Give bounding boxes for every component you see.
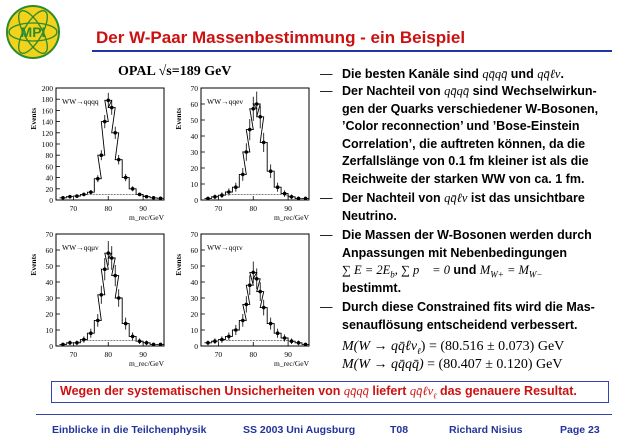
math-qqlv: qq̄ℓν <box>409 384 434 398</box>
data-point <box>258 115 262 119</box>
data-point <box>220 193 224 197</box>
data-point <box>159 343 163 347</box>
bullet-text: Zerfallslänge von 0.1 fm kleiner ist als die <box>342 154 589 168</box>
y-axis-label: Events <box>29 254 38 276</box>
data-point <box>131 335 135 339</box>
x-tick-label: 90 <box>284 204 292 213</box>
data-point <box>304 197 308 201</box>
data-point <box>117 158 121 162</box>
x-axis-label: m_rec/GeV <box>129 213 164 222</box>
math-qqqq: qq̄qq̄ <box>482 67 508 81</box>
mc-histogram <box>205 104 310 198</box>
result-rhs: ) = (80.516 ± 0.073) GeV <box>420 339 565 354</box>
x-tick-label: 70 <box>214 350 223 359</box>
channel-label: WW→qqμν <box>62 243 99 252</box>
y-tick-label: 160 <box>41 106 53 116</box>
x-axis-label: m_rec/GeV <box>274 359 309 368</box>
data-point <box>89 190 93 194</box>
logo-text: MPI <box>20 24 46 40</box>
x-tick-label: 90 <box>139 204 147 213</box>
histogram-panels <box>0 0 320 380</box>
data-point <box>262 306 266 310</box>
x-tick-label: 70 <box>214 204 223 213</box>
mc-histogram <box>60 100 165 198</box>
x-tick-label: 80 <box>249 350 258 359</box>
data-point <box>258 290 262 294</box>
x-tick-label: 70 <box>69 204 78 213</box>
y-tick-label: 60 <box>190 100 198 109</box>
bullet-text: Reichweite der starken WW von ca. 1 fm. <box>342 171 585 186</box>
data-point <box>227 190 231 194</box>
y-tick-label: 40 <box>190 132 198 141</box>
data-point <box>251 271 255 275</box>
opal-label: OPAL √s=189 GeV <box>118 64 232 79</box>
y-axis-label: Events <box>174 254 183 276</box>
bullet-text: und <box>449 263 480 277</box>
data-point <box>244 303 248 307</box>
data-point <box>103 267 107 271</box>
data-point <box>276 185 280 189</box>
data-point <box>99 293 103 297</box>
bullet-text: ist das unsichtbare <box>467 191 585 205</box>
bullet-text: Der Nachteil von <box>342 84 445 98</box>
math-momentum-constraint: , ∑ p⃗ = 0 <box>394 263 450 277</box>
data-point <box>206 197 210 201</box>
y-tick-label: 60 <box>45 246 53 255</box>
data-point <box>75 194 79 198</box>
math-mass-constraint: = M <box>503 263 529 277</box>
data-point <box>269 169 273 173</box>
y-tick-label: 10 <box>45 326 53 335</box>
data-point <box>297 197 301 201</box>
conclusion-text: das genauere Resultat. <box>436 384 577 398</box>
data-point <box>206 341 210 345</box>
data-point <box>145 341 149 345</box>
y-tick-label: 20 <box>45 310 53 319</box>
y-tick-label: 10 <box>190 326 198 335</box>
y-tick-label: 30 <box>190 294 198 303</box>
y-tick-label: 30 <box>190 148 198 157</box>
data-point <box>124 322 128 326</box>
math-energy-constraint: ∑ E = 2E <box>342 263 391 277</box>
data-point <box>244 150 248 154</box>
data-point <box>234 328 238 332</box>
x-tick-label: 80 <box>104 350 113 359</box>
y-tick-label: 0 <box>49 342 53 351</box>
data-point <box>290 339 294 343</box>
math-mass-constraint: M <box>479 263 491 277</box>
result-qqlv <box>342 339 564 356</box>
bullet-text: gen der Quarks verschiedener W-Bosonen, <box>342 101 599 116</box>
footer-code: T08 <box>390 424 409 436</box>
data-point <box>290 195 294 199</box>
bullet-text: sind Wechselwirkun- <box>469 84 597 98</box>
data-point <box>138 339 142 343</box>
data-point <box>255 277 259 281</box>
y-tick-label: 20 <box>45 184 53 194</box>
data-point <box>262 141 266 145</box>
bullet-text: bestimmt. <box>342 280 402 295</box>
data-point <box>96 319 100 323</box>
bullet-text: . <box>560 67 564 81</box>
footer-page: Page 23 <box>560 424 600 436</box>
y-tick-label: 0 <box>194 342 198 351</box>
math-sub: ℓ <box>417 345 421 356</box>
footer-term: SS 2003 Uni Augsburg <box>243 424 356 436</box>
y-tick-label: 80 <box>45 151 53 161</box>
conclusion-text: liefert <box>368 384 410 398</box>
data-point <box>227 335 231 339</box>
data-point <box>255 102 259 106</box>
bullet-text: Die Massen der W-Bosonen werden durch <box>342 228 592 242</box>
data-point <box>106 251 110 255</box>
page-title: Der W-Paar Massenbestimmung - ein Beispiel <box>96 28 466 47</box>
data-point <box>110 106 114 110</box>
data-point <box>283 192 287 196</box>
y-tick-label: 70 <box>190 84 198 93</box>
channel-label: WW→qqτν <box>207 243 243 252</box>
data-point <box>251 107 255 111</box>
y-tick-label: 60 <box>45 162 53 172</box>
y-tick-label: 40 <box>45 173 53 183</box>
conclusion-text: Wegen der systematischen Unsicherheiten von <box>60 384 344 398</box>
y-tick-label: 40 <box>45 278 53 287</box>
data-point <box>106 99 110 103</box>
bullet-text: senauflösung entscheidend verbessert. <box>342 317 578 332</box>
bullet-dash: — <box>320 300 333 314</box>
y-axis-label: Events <box>29 108 38 130</box>
math-sub: W+ <box>490 269 504 280</box>
data-point <box>213 339 217 343</box>
bullet-text: Neutrino. <box>342 208 397 223</box>
data-point <box>82 338 86 342</box>
data-point <box>248 128 252 132</box>
bullet-text: und <box>507 67 538 81</box>
data-point <box>283 336 287 340</box>
bullet-text: Correlation’, die auftreten können, da die <box>342 136 586 151</box>
math-qqlv: qq̄ℓν <box>537 67 561 81</box>
x-tick-label: 80 <box>249 204 258 213</box>
x-axis-label: m_rec/GeV <box>129 359 164 368</box>
data-point <box>61 343 65 347</box>
math-sub: ℓ <box>433 391 437 401</box>
math-sub: W− <box>528 269 543 280</box>
y-tick-label: 180 <box>41 95 53 105</box>
y-tick-label: 30 <box>45 294 53 303</box>
bullet-text: ’Color reconnection’ und ’Bose-Einstein <box>342 119 580 133</box>
data-point <box>241 319 245 323</box>
y-tick-label: 50 <box>45 262 53 271</box>
footer-rule <box>36 414 612 415</box>
math-sub: b <box>390 269 395 280</box>
data-point <box>96 177 100 181</box>
footer-author: Richard Nisius <box>449 424 523 436</box>
data-point <box>117 296 121 300</box>
result-lhs: M(W → qq̄qq̄) <box>342 357 424 372</box>
y-tick-label: 100 <box>41 140 53 149</box>
channel-label: WW→qqeν <box>207 97 243 106</box>
data-point <box>131 187 135 191</box>
data-point <box>304 343 308 347</box>
y-tick-label: 0 <box>194 196 198 205</box>
bullet-text: Der Nachteil von <box>342 191 445 205</box>
bullet-text: Anpassungen mit Nebenbedingungen <box>342 245 568 260</box>
data-point <box>248 283 252 287</box>
y-tick-label: 70 <box>45 230 53 239</box>
y-axis-label: Events <box>174 108 183 130</box>
x-tick-label: 90 <box>139 350 147 359</box>
x-tick-label: 90 <box>284 350 292 359</box>
math-qqqq: qq̄qq̄ <box>444 84 470 98</box>
y-tick-label: 10 <box>190 180 198 189</box>
data-point <box>152 343 156 347</box>
data-point <box>99 153 103 157</box>
data-point <box>276 331 280 335</box>
y-tick-label: 20 <box>190 164 198 173</box>
y-tick-label: 0 <box>49 196 53 205</box>
data-point <box>297 341 301 345</box>
data-point <box>159 197 163 201</box>
data-point <box>113 274 117 278</box>
x-tick-label: 70 <box>69 350 78 359</box>
y-tick-label: 50 <box>190 116 198 125</box>
math-qqqq: qq̄qq̄ <box>343 384 369 398</box>
result-qqqq <box>342 357 563 373</box>
y-tick-label: 20 <box>190 310 198 319</box>
x-axis-label: m_rec/GeV <box>274 213 309 222</box>
data-point <box>124 176 128 180</box>
data-point <box>68 341 72 345</box>
data-point <box>220 338 224 342</box>
y-tick-label: 140 <box>41 117 53 127</box>
data-point <box>75 341 79 345</box>
data-point <box>113 131 117 135</box>
y-tick-label: 60 <box>190 246 198 255</box>
data-point <box>241 173 245 177</box>
data-point <box>152 196 156 200</box>
data-point <box>269 322 273 326</box>
y-tick-label: 40 <box>190 278 198 287</box>
y-tick-label: 70 <box>190 230 198 239</box>
y-tick-label: 120 <box>41 128 53 138</box>
data-point <box>138 193 142 197</box>
bullet-text: Durch diese Constrained fits wird die Mas- <box>342 300 595 314</box>
bullet-dash: — <box>320 228 333 242</box>
bullet-dash: — <box>320 84 333 98</box>
data-point <box>61 196 65 200</box>
bullet-text: Die besten Kanäle sind <box>342 67 483 81</box>
result-lhs: M(W → qq̄ℓν <box>342 339 418 354</box>
footer-course: Einblicke in die Teilchenphysik <box>52 424 207 436</box>
y-tick-label: 50 <box>190 262 198 271</box>
y-tick-label: 200 <box>41 84 53 93</box>
data-point <box>82 193 86 197</box>
data-point <box>213 195 217 199</box>
bullet-dash: — <box>320 191 333 205</box>
data-point <box>145 195 149 199</box>
x-tick-label: 80 <box>104 204 113 213</box>
data-point <box>89 331 93 335</box>
bullet-dash: — <box>320 67 333 81</box>
channel-label: WW→qqqq <box>62 97 99 106</box>
math-qqlv: qq̄ℓν <box>444 191 468 205</box>
data-point <box>68 195 72 199</box>
data-point <box>103 120 107 124</box>
data-point <box>234 185 238 189</box>
result-rhs: = (80.407 ± 0.120) GeV <box>423 357 563 372</box>
conclusion-box <box>51 381 609 403</box>
data-point <box>110 256 114 260</box>
